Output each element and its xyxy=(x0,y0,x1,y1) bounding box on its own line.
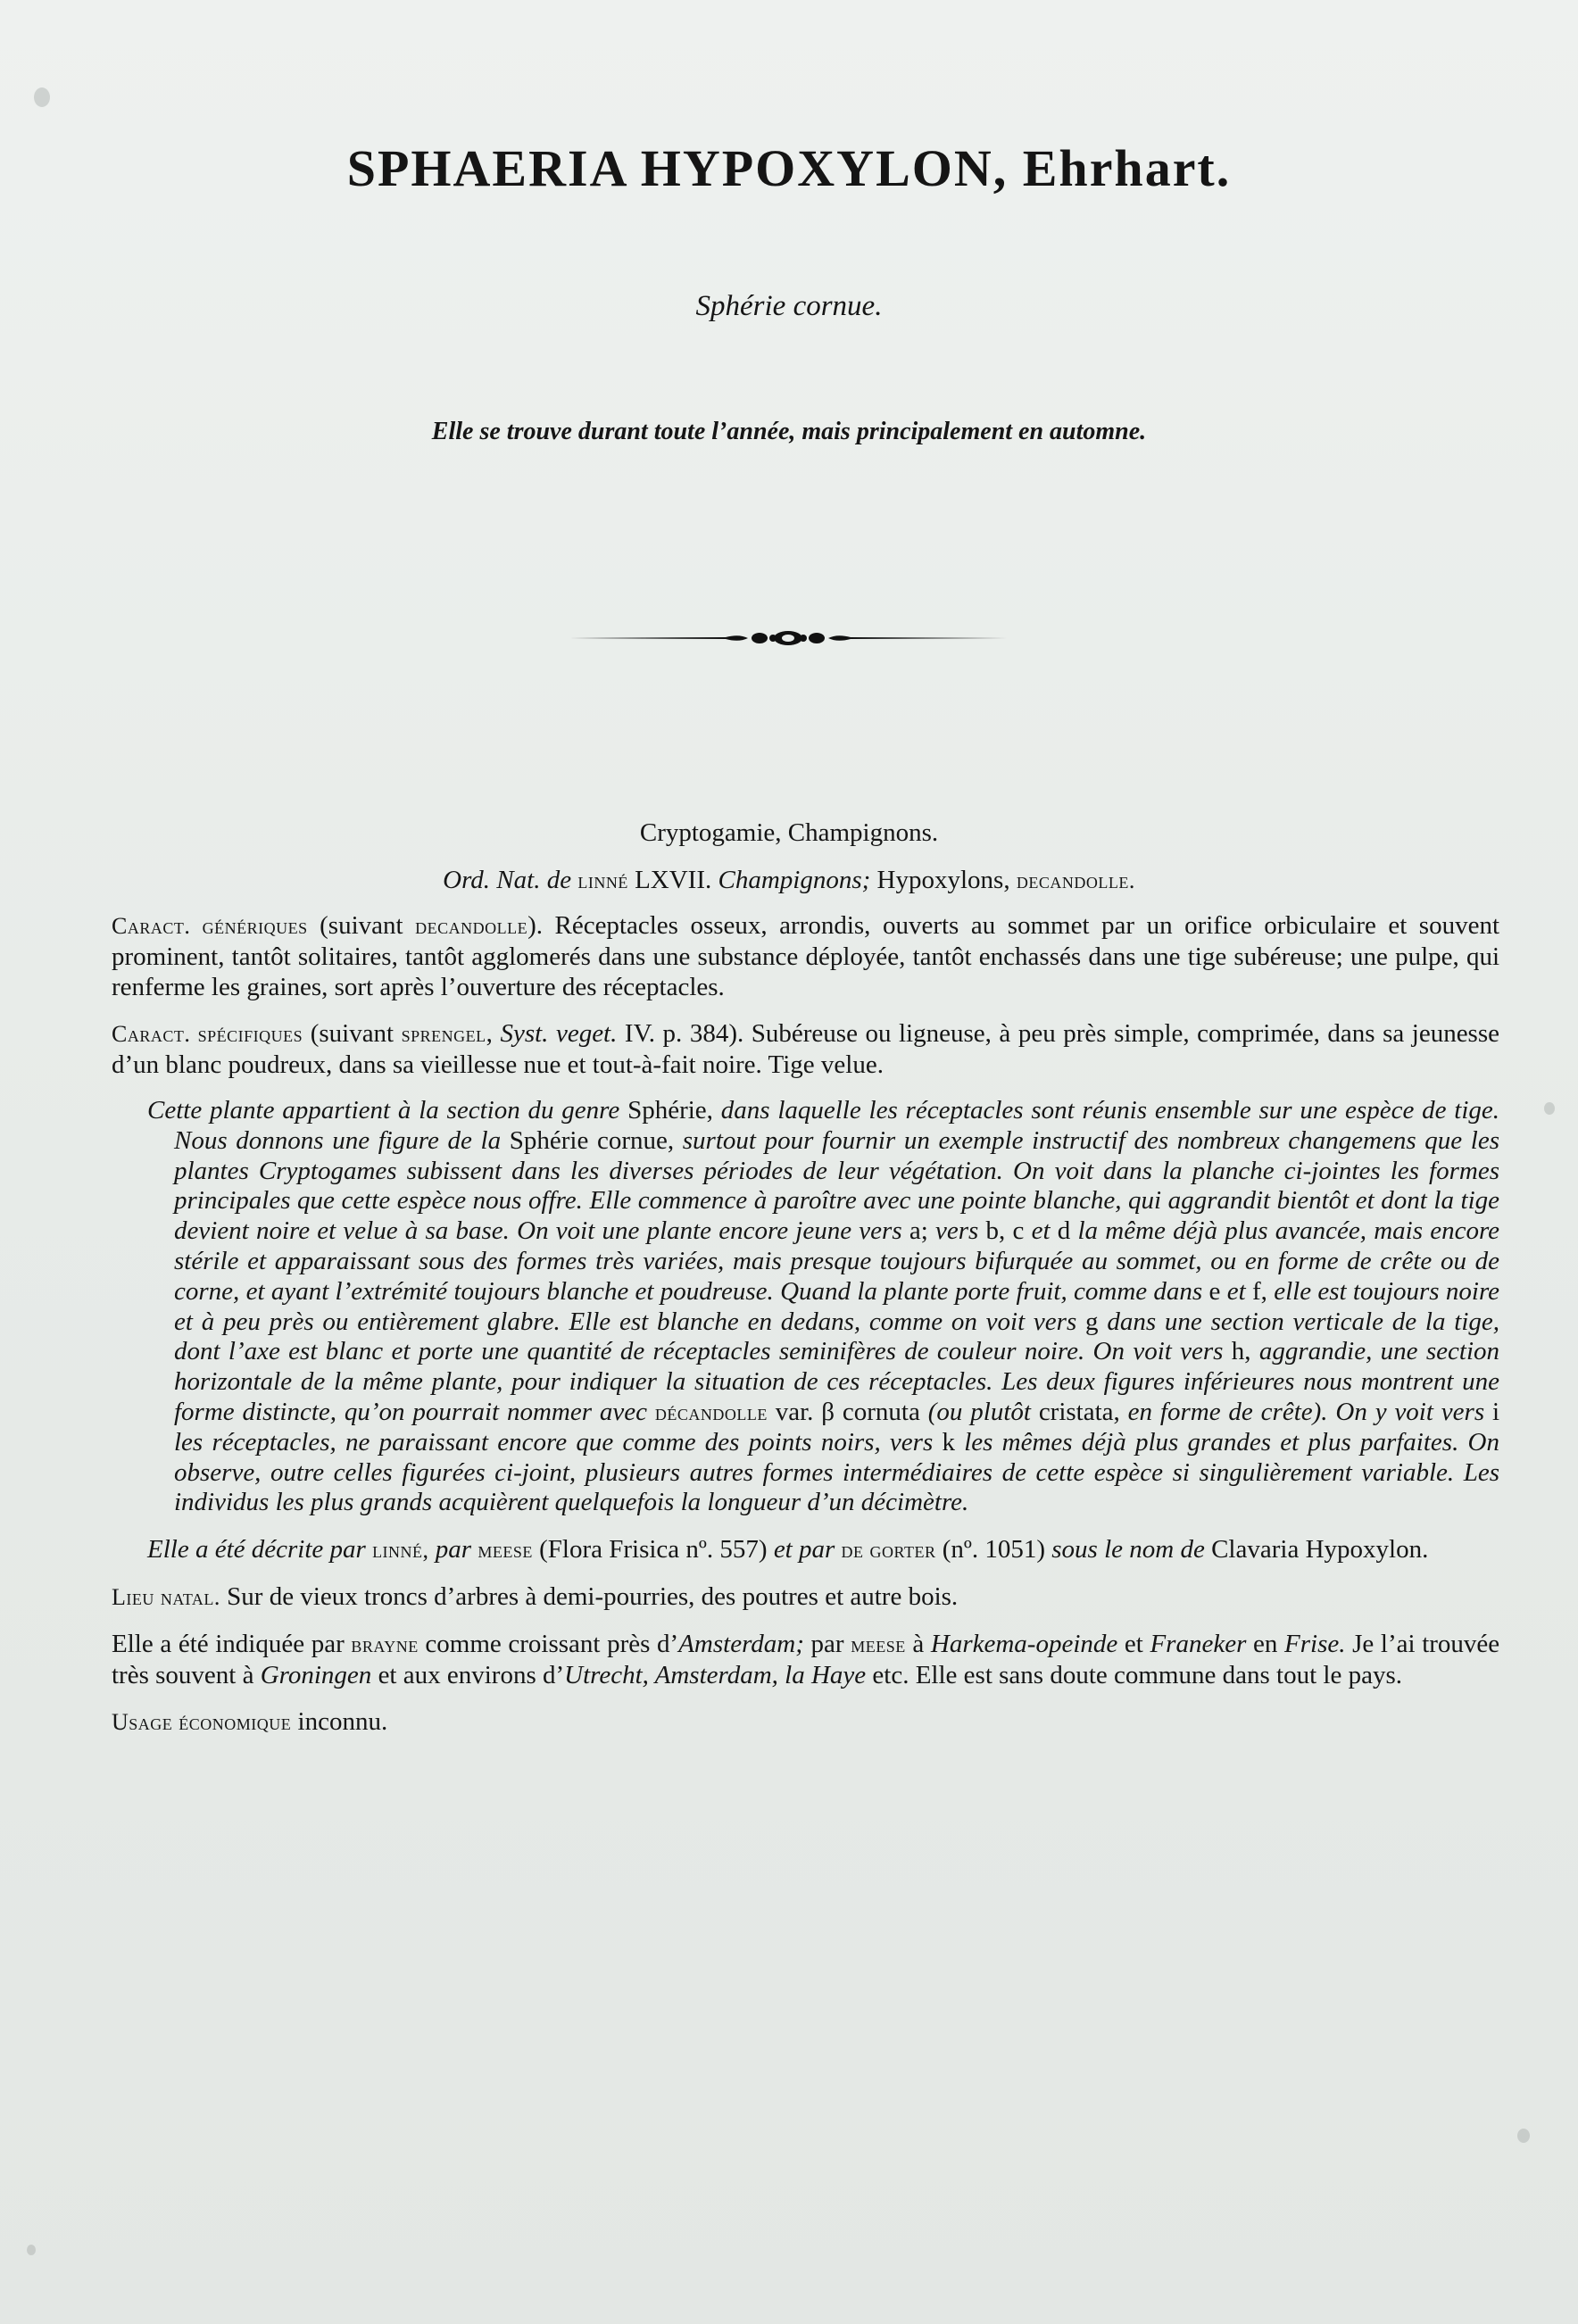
author-linne: linné, xyxy=(372,1537,429,1564)
author-decandolle: décandolle xyxy=(654,1399,768,1425)
desc-text: les réceptacles, ne paraissant encore que comme des points noirs, vers xyxy=(174,1427,934,1457)
specific-label: Caract. spécifiques xyxy=(112,1021,303,1047)
ref-text: et par xyxy=(773,1535,835,1565)
classification-line-1: Cryptogamie, Champignons. xyxy=(639,818,939,847)
author-gorter: de gorter xyxy=(841,1537,936,1564)
references-paragraph xyxy=(112,1534,1499,1565)
place-list: Utrecht, Amsterdam, la Haye xyxy=(564,1661,867,1690)
main-text xyxy=(112,910,1499,1754)
figure-ref-h: h, xyxy=(1231,1337,1251,1366)
place-amsterdam: Amsterdam; xyxy=(678,1630,804,1659)
gorter-ref: (nº. 1051) xyxy=(942,1535,1046,1565)
family-name: Hypoxylons, xyxy=(876,866,1010,894)
generic-label: Caract. génériques xyxy=(112,913,308,939)
specific-text: IV. p. 384). Subéreuse ou ligneuse, à peu près simple, comprimée, dans sa jeunesse d’un blanc poudreux, dans sa vieillesse nue et tout-à-fait noire. Tige velue. xyxy=(112,1019,1500,1079)
place-harkema: Harkema-opeinde xyxy=(930,1630,1118,1659)
dist-text: à xyxy=(912,1630,925,1659)
desc-text: aggrandie, une section horizontale de la même plante, pour indiquer la situation de ces réceptacles. Les deux figures inférieures nous montrent une forme distincte, qu’on pourrait nommer avec xyxy=(174,1337,1500,1426)
dist-text: Je l’ai trouvée très souvent à xyxy=(112,1630,1500,1690)
description-paragraph xyxy=(112,1096,1499,1518)
desc-text: dans laquelle les réceptacles sont réunis ensemble sur une espèce de tige. Nous donnons une figure de la xyxy=(174,1096,1500,1155)
place-groningen: Groningen xyxy=(260,1661,372,1690)
desc-text: Cette plante appartient à la section du genre xyxy=(147,1096,620,1125)
specific-pre: (suivant xyxy=(310,1019,394,1048)
economic-use-text: inconnu. xyxy=(297,1707,388,1737)
synonym-name: Clavaria Hypoxylon. xyxy=(1211,1535,1429,1565)
economic-use-label: Usage économique xyxy=(112,1709,292,1736)
dist-text: Elle a été indiquée par xyxy=(112,1630,345,1659)
variety-name: var. β cornuta xyxy=(775,1397,920,1426)
specific-characters: Caract. spécifiques (suivant sprengel, Syst. veget. IV. p. 384). Subéreuse ou ligneuse, à peu près simple, comprimée, dans sa jeunesse d’un blanc poudreux, dans sa vieillesse nue et tout-à-fait noire. Tige velue. xyxy=(112,1019,1500,1079)
desc-text: et xyxy=(1226,1276,1246,1306)
dist-text: par xyxy=(810,1630,844,1659)
generic-characters xyxy=(112,910,1499,1002)
figure-ref-k: k xyxy=(942,1427,955,1457)
ref-text: par xyxy=(435,1535,472,1565)
desc-text: dans une section verticale de la tige, dont l’axe est blanc et porte une quantité de réceptacles seminifères de couleur noire. On voit vers xyxy=(174,1307,1500,1366)
native-place-label: Lieu natal. xyxy=(112,1584,220,1611)
figure-ref-b: b, xyxy=(985,1216,1006,1246)
dist-text: et xyxy=(1124,1630,1143,1659)
ornament-divider xyxy=(569,625,1007,652)
specific-ref: Syst. veget. xyxy=(500,1019,618,1048)
author-linne: linné xyxy=(577,867,628,893)
ref-text: Elle a été décrite par xyxy=(147,1535,366,1565)
dist-text: et aux environs d’ xyxy=(378,1661,565,1690)
figure-ref-d: d xyxy=(1057,1216,1071,1246)
figure-ref-e: e xyxy=(1208,1276,1221,1306)
place-frise: Frise. xyxy=(1284,1630,1346,1659)
classification-line-2 xyxy=(0,866,1578,895)
flora-frisica-ref: (Flora Frisica nº. 557) xyxy=(539,1535,768,1565)
generic-author: decandolle xyxy=(415,913,528,939)
author-meese: meese xyxy=(478,1537,533,1564)
dist-text: comme croissant près d’ xyxy=(425,1630,679,1659)
generic-text: ). Réceptacles osseux, arrondis, ouverts au sommet par un orifice orbiculaire et souvent prominent, tantôt solitaires, tantôt agglomerés dans une substance déployée, tantôt enchassés dans une tige subéreuse; une pulpe, qui renferme les graines, sort après l’ouverture des réceptacles. xyxy=(112,911,1500,1001)
figure-ref-i: i xyxy=(1491,1397,1500,1426)
dist-text: en xyxy=(1253,1630,1278,1659)
species-common-name: Sphérie cornue, xyxy=(509,1125,675,1155)
figure-ref-c: c xyxy=(1012,1216,1025,1246)
desc-text: et xyxy=(1031,1216,1051,1246)
desc-text: (ou plutôt xyxy=(927,1397,1031,1426)
generic-pre: (suivant xyxy=(320,911,403,940)
dist-text: etc. Elle est sans doute commune dans tout le pays. xyxy=(872,1661,1402,1690)
author-meese: meese xyxy=(851,1631,906,1658)
figure-ref-g: g xyxy=(1085,1307,1099,1336)
desc-text: les mêmes déjà plus grandes et plus parfaites. On observe, outre celles figurées ci-joint, plusieurs autres formes intermédiaires de cette espèce si singulièrement variable. Les individus les plus grands acquièrent quelquefois la longueur d’un décimètre. xyxy=(174,1427,1499,1517)
desc-text: surtout pour fournir un exemple instructif des nombreux changemens que les plantes Cryptogames subissent dans les diverses périodes de leur végétation. On voit dans la planche ci-jointes les formes principales que cette espèce nous offre. Elle commence à paroître avec une pointe blanche, qui aggrandit bientôt et dont la tige devient noire et velue à sa base. On voit une plante encore jeune vers xyxy=(174,1125,1499,1246)
author-decandolle: decandolle. xyxy=(1016,867,1135,893)
figure-ref-a: a; xyxy=(909,1216,928,1246)
order-name: Champignons; xyxy=(718,866,871,894)
desc-text: en forme de crête). On y voit vers xyxy=(1127,1397,1485,1426)
distribution-paragraph xyxy=(112,1629,1499,1690)
author-brayne: brayne xyxy=(351,1631,419,1658)
place-franeker: Franeker xyxy=(1150,1630,1247,1659)
common-name: Sphérie cornue. xyxy=(695,290,883,322)
economic-use xyxy=(112,1706,1499,1738)
page-title: SPHAERIA HYPOXYLON, Ehrhart. xyxy=(346,139,1232,197)
figure-ref-f: f, xyxy=(1251,1276,1267,1306)
variety-alt-name: cristata, xyxy=(1038,1397,1120,1426)
order-number: LXVII. xyxy=(635,866,712,894)
desc-text: elle est toujours noire et à peu près ou entièrement glabre. Elle est blanche en dedans, comme on voit vers xyxy=(174,1276,1500,1336)
order-label: Ord. Nat. de xyxy=(443,866,572,894)
specific-author: sprengel xyxy=(401,1021,486,1047)
desc-text: la même déjà plus avancée, mais encore stérile et apparaissant sous des formes très variées, mais presque toujours bifurquée au sommet, ou en forme de crête ou de corne, et ayant l’extrémité toujours blanche et poudreuse. Quand la plante porte fruit, comme dans xyxy=(174,1216,1500,1306)
season-note: Elle se trouve durant toute l’année, mais principalement en automne. xyxy=(431,418,1147,445)
ref-text: sous le nom de xyxy=(1051,1535,1205,1565)
genus-name: Sphérie, xyxy=(627,1096,713,1125)
native-place-text: Sur de vieux troncs d’arbres à demi-pourries, des poutres et autre bois. xyxy=(227,1582,959,1612)
native-place xyxy=(112,1581,1499,1613)
desc-text: vers xyxy=(935,1216,979,1246)
